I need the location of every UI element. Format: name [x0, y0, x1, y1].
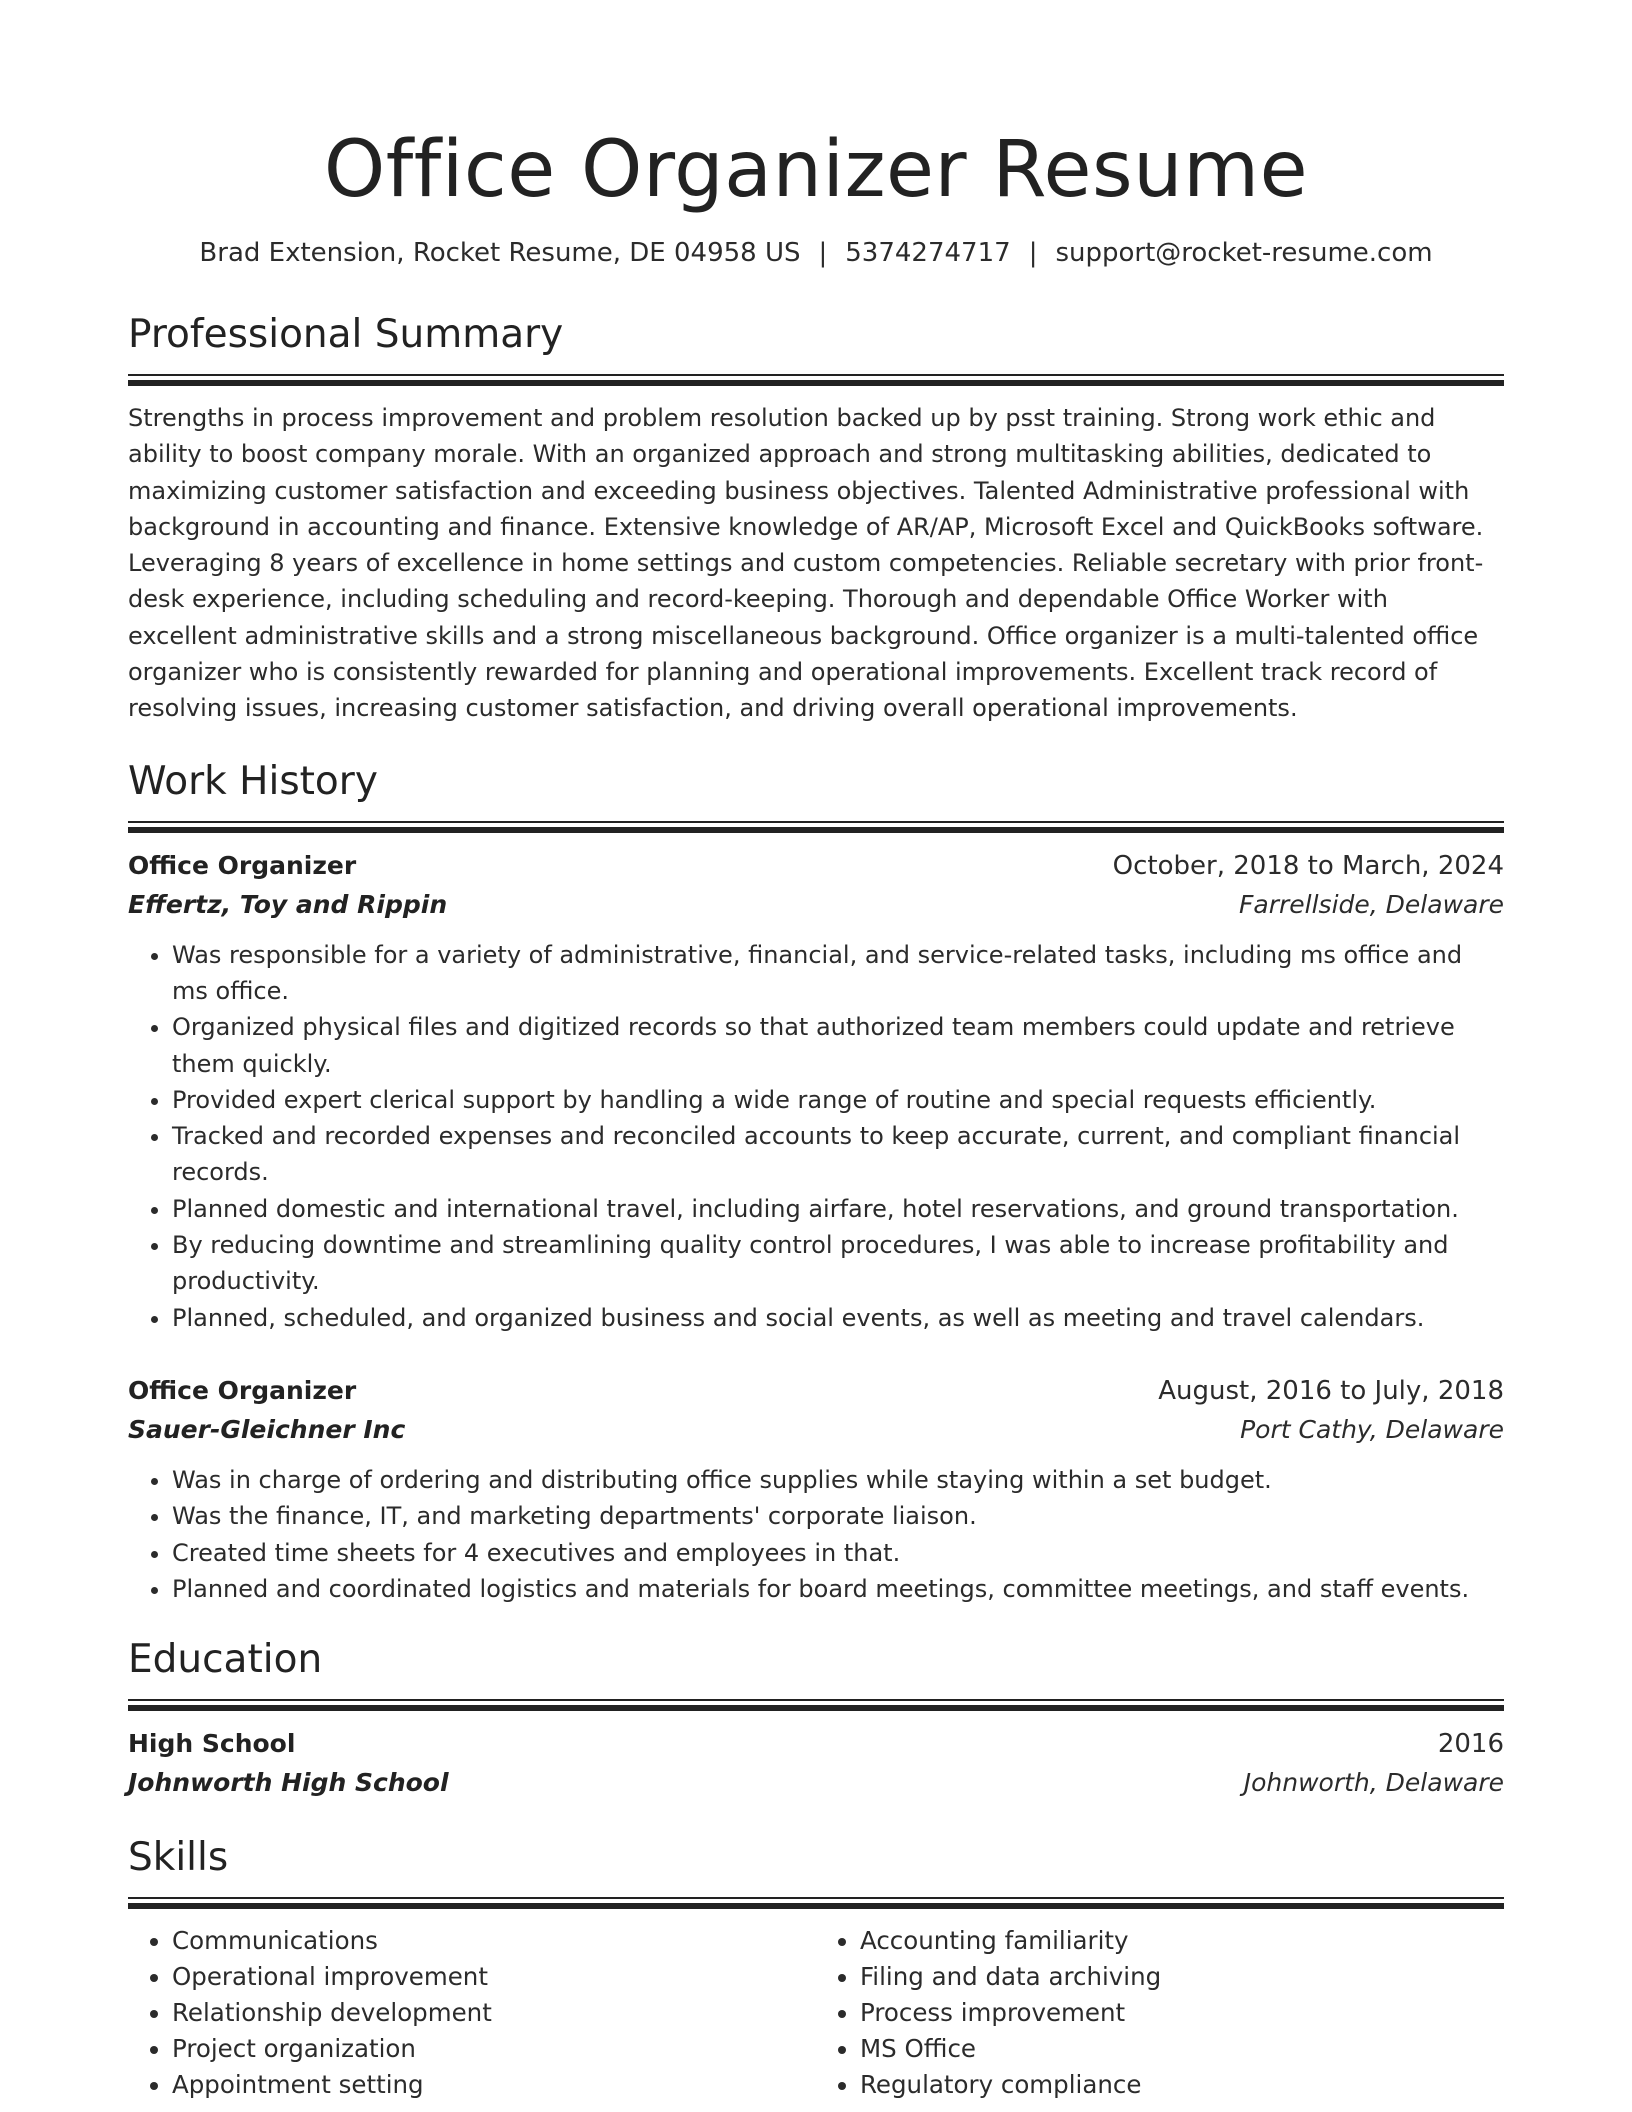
job-location: Farrellside, Delaware: [1239, 889, 1504, 919]
section-divider: [128, 1897, 1504, 1909]
education-year: 2016: [1437, 1729, 1504, 1760]
contact-separator: |: [1028, 238, 1038, 268]
job-dates: August, 2016 to July, 2018: [1158, 1375, 1504, 1406]
skill-item: • Operational improvement: [172, 1959, 816, 1995]
job-title: Office Organizer: [128, 850, 357, 880]
work-history-section: [128, 757, 1504, 1607]
section-divider: [128, 821, 1504, 833]
education-degree: High School: [128, 1729, 296, 1759]
list-item: • Provided expert clerical support by handling a wide range of routine and special requests efficiently.: [172, 1082, 1504, 1118]
job-entry: [128, 847, 1504, 1336]
section-heading: Skills: [128, 1835, 229, 1881]
education-section: [128, 1635, 1504, 1803]
skill-item: • Accounting familiarity: [860, 1923, 1504, 1959]
skill-item: • Project organization: [172, 2031, 816, 2067]
contact-phone: 5374274717: [845, 238, 1011, 268]
list-item: • Created time sheets for 4 executives and employees in that.: [172, 1535, 1504, 1571]
job-company-row: [128, 1410, 1504, 1450]
education-location: Johnworth, Delaware: [1243, 1768, 1504, 1798]
education-header: [128, 1725, 1504, 1763]
list-item: • Planned and coordinated logistics and materials for board meetings, committee meetings, and staff events.: [172, 1571, 1504, 1607]
section-heading: Professional Summary: [128, 312, 564, 357]
resume-page: [128, 0, 1504, 2103]
skill-item: • Appointment setting: [172, 2067, 816, 2103]
section-heading: Work History: [128, 758, 378, 804]
job-title: Office Organizer: [128, 1375, 357, 1405]
job-company: Sauer-Gleichner Inc: [128, 1414, 406, 1444]
skills-list-left: [128, 1923, 816, 2103]
page-title: Office Organizer Resume: [323, 125, 1309, 215]
list-item: • Was in charge of ordering and distributing office supplies while staying within a set budget.: [172, 1462, 1504, 1498]
job-company: Effertz, Toy and Rippin: [128, 889, 448, 919]
skill-item: • Regulatory compliance: [860, 2067, 1504, 2103]
list-item: • By reducing downtime and streamlining quality control procedures, I was able to increase profitability and productivity.: [172, 1227, 1504, 1300]
skill-item: • MS Office: [860, 2031, 1504, 2067]
education-school: Johnworth High School: [128, 1768, 449, 1798]
skills-list-right: [816, 1923, 1504, 2103]
job-bullets: [128, 937, 1504, 1336]
list-item: • Tracked and recorded expenses and reconciled accounts to keep accurate, current, and compliant financial records.: [172, 1118, 1504, 1191]
job-dates: October, 2018 to March, 2024: [1112, 850, 1504, 881]
job-header: [128, 1372, 1504, 1410]
section-divider: [128, 1699, 1504, 1711]
summary-text: Strengths in process improvement and problem resolution backed up by psst training. Strong work ethic and ability to boost company morale. With an organized approach and strong multitasking abilities, dedicated to maximizing customer satisfaction and exceeding business objectives. Talented Administrative professional with background in accounting and finance. Extensive knowledge of AR/AP, Microsoft Excel and QuickBooks software. Leveraging 8 years of excellence in home settings and custom competencies. Reliable secretary with prior front-desk experience, including scheduling and record-keeping. Thorough and dependable Office Worker with excellent administrative skills and a strong miscellaneous background. Office organizer is a multi-talented office organizer who is consistently rewarded for planning and operational improvements. Excellent track record of resolving issues, increasing customer satisfaction, and driving overall operational improvements.: [128, 404, 1484, 723]
list-item: • Was the finance, IT, and marketing departments' corporate liaison.: [172, 1498, 1504, 1534]
job-header: [128, 847, 1504, 885]
list-item: • Planned, scheduled, and organized business and social events, as well as meeting and travel calendars.: [172, 1300, 1504, 1336]
education-school-row: [128, 1763, 1504, 1803]
job-company-row: [128, 885, 1504, 925]
skill-item: • Communications: [172, 1923, 816, 1959]
job-bullets: [128, 1462, 1504, 1607]
section-heading: Education: [128, 1637, 323, 1683]
skills-columns: [128, 1923, 1504, 2103]
skills-section: [128, 1833, 1504, 2103]
contact-separator: |: [818, 238, 828, 268]
job-location: Port Cathy, Delaware: [1240, 1414, 1504, 1444]
skill-item: • Filing and data archiving: [860, 1959, 1504, 1995]
contact-email: support@rocket-resume.com: [1055, 238, 1433, 268]
list-item: • Was responsible for a variety of administrative, financial, and service-related tasks, including ms office and ms office.: [172, 937, 1504, 1010]
skill-item: • Process improvement: [860, 1995, 1504, 2031]
summary-section: [128, 310, 1504, 727]
list-item: • Organized physical files and digitized records so that authorized team members could update and retrieve them quickly.: [172, 1009, 1504, 1082]
section-divider: [128, 374, 1504, 386]
list-item: • Planned domestic and international travel, including airfare, hotel reservations, and ground transportation.: [172, 1191, 1504, 1227]
contact-address: Brad Extension, Rocket Resume, DE 04958 US: [199, 238, 801, 268]
contact-line: [128, 236, 1504, 270]
job-entry: [128, 1372, 1504, 1607]
skill-item: • Relationship development: [172, 1995, 816, 2031]
